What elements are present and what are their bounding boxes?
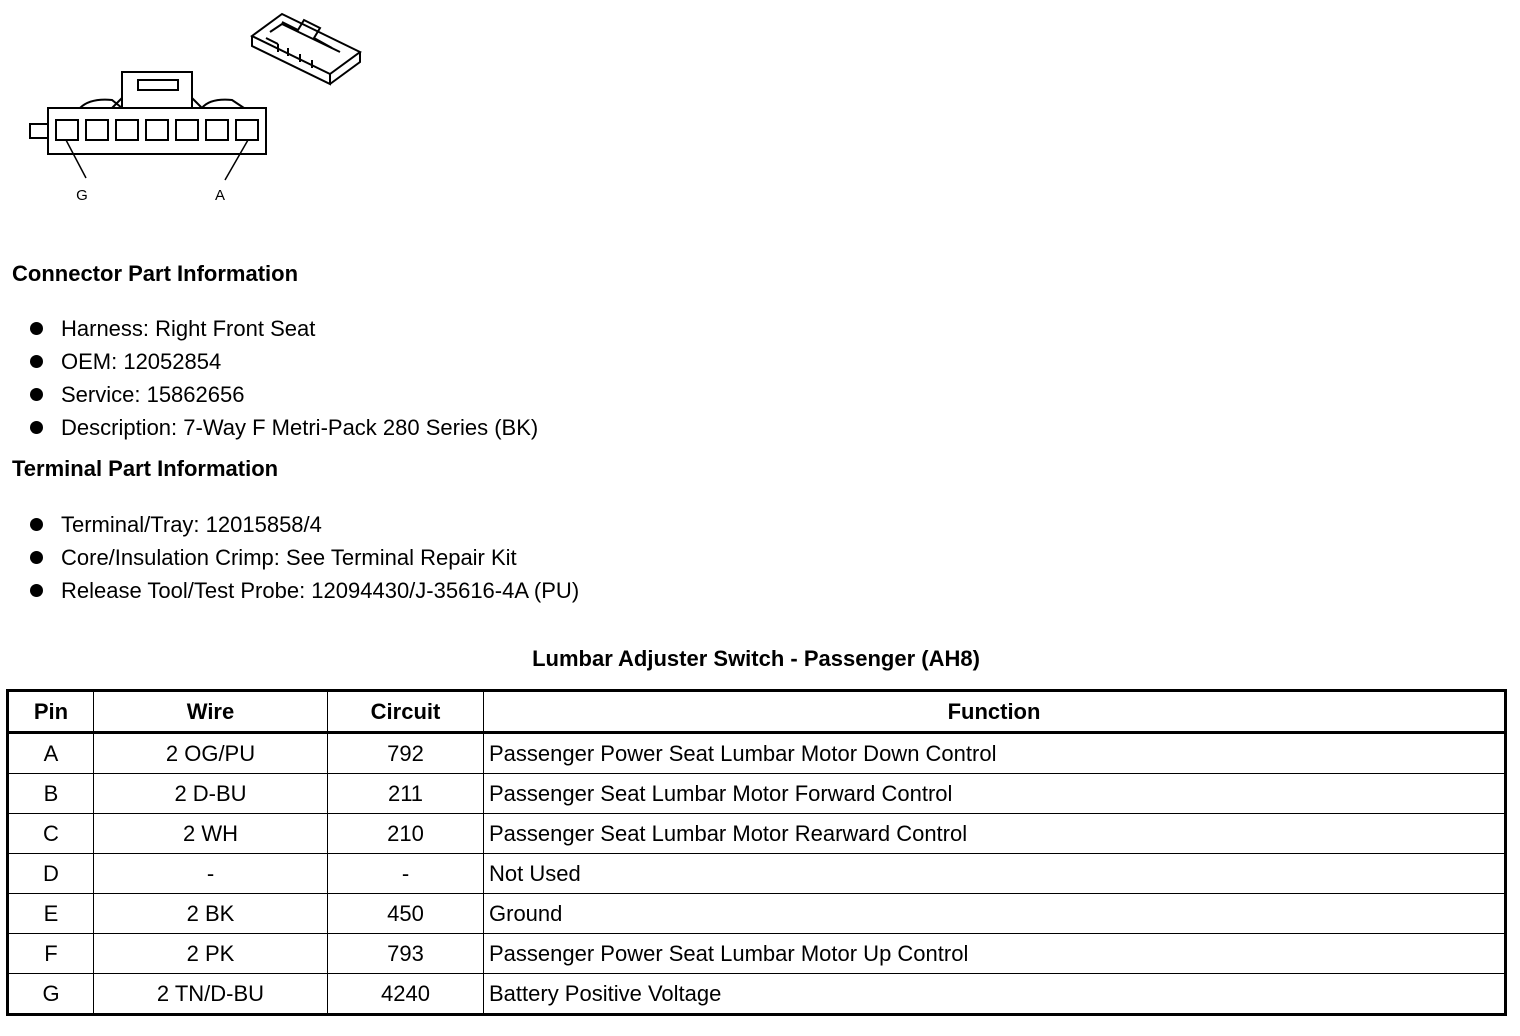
cell-pin: E (8, 894, 94, 934)
terminal-info-list (30, 508, 579, 607)
cell-circuit: 4240 (328, 974, 484, 1015)
cell-wire: 2 WH (94, 814, 328, 854)
terminal-info-heading: Terminal Part Information (12, 456, 279, 481)
cell-circuit: 211 (328, 774, 484, 814)
cell-wire: 2 TN/D-BU (94, 974, 328, 1015)
cell-wire: 2 PK (94, 934, 328, 974)
cell-pin: G (8, 974, 94, 1015)
cell-function: Ground (484, 894, 1506, 934)
cell-pin: F (8, 934, 94, 974)
pin-label-a: A (214, 187, 226, 204)
table-header-row (8, 691, 1506, 733)
cell-wire: 2 D-BU (94, 774, 328, 814)
bullet-icon (30, 322, 43, 335)
table-row (8, 974, 1506, 1015)
cell-pin: D (8, 854, 94, 894)
header-circuit: Circuit (328, 691, 484, 733)
cell-wire: 2 OG/PU (94, 733, 328, 774)
bullet-icon (30, 518, 43, 531)
cell-circuit: 450 (328, 894, 484, 934)
table-row (8, 733, 1506, 774)
connector-info-list (30, 312, 538, 444)
cell-circuit: 210 (328, 814, 484, 854)
cell-function: Passenger Power Seat Lumbar Motor Down Control (484, 733, 1506, 774)
cell-circuit: 792 (328, 733, 484, 774)
bullet-icon (30, 355, 43, 368)
table-row (8, 774, 1506, 814)
connector-face (30, 72, 266, 180)
list-item: Harness: Right Front Seat (30, 312, 538, 345)
header-wire: Wire (94, 691, 328, 733)
connector-iso-icon (252, 14, 360, 84)
table-row (8, 894, 1506, 934)
connector-info-heading: Connector Part Information (12, 261, 299, 286)
table-title: Lumbar Adjuster Switch - Passenger (AH8) (532, 646, 980, 671)
header-pin: Pin (8, 691, 94, 733)
bullet-icon (30, 551, 43, 564)
cell-function: Passenger Seat Lumbar Motor Forward Control (484, 774, 1506, 814)
cell-function: Passenger Seat Lumbar Motor Rearward Control (484, 814, 1506, 854)
list-item: Core/Insulation Crimp: See Terminal Repair Kit (30, 541, 579, 574)
cell-pin: B (8, 774, 94, 814)
bullet-icon (30, 388, 43, 401)
bullet-icon (30, 584, 43, 597)
cell-wire: - (94, 854, 328, 894)
cell-circuit: 793 (328, 934, 484, 974)
list-item: Service: 15862656 (30, 378, 538, 411)
cell-wire: 2 BK (94, 894, 328, 934)
pinout-table (6, 689, 1507, 1016)
bullet-icon (30, 421, 43, 434)
list-item: OEM: 12052854 (30, 345, 538, 378)
pin-label-g: G (76, 187, 88, 204)
cell-pin: A (8, 733, 94, 774)
cell-pin: C (8, 814, 94, 854)
table-row (8, 814, 1506, 854)
cell-function: Battery Positive Voltage (484, 974, 1506, 1015)
cell-function: Passenger Power Seat Lumbar Motor Up Control (484, 934, 1506, 974)
cell-circuit: - (328, 854, 484, 894)
cell-function: Not Used (484, 854, 1506, 894)
table-row (8, 934, 1506, 974)
table-row (8, 854, 1506, 894)
connector-diagram (20, 8, 370, 208)
header-function: Function (484, 691, 1506, 733)
list-item: Terminal/Tray: 12015858/4 (30, 508, 579, 541)
list-item: Release Tool/Test Probe: 12094430/J-35616-4A (PU) (30, 574, 579, 607)
list-item: Description: 7-Way F Metri-Pack 280 Series (BK) (30, 411, 538, 444)
